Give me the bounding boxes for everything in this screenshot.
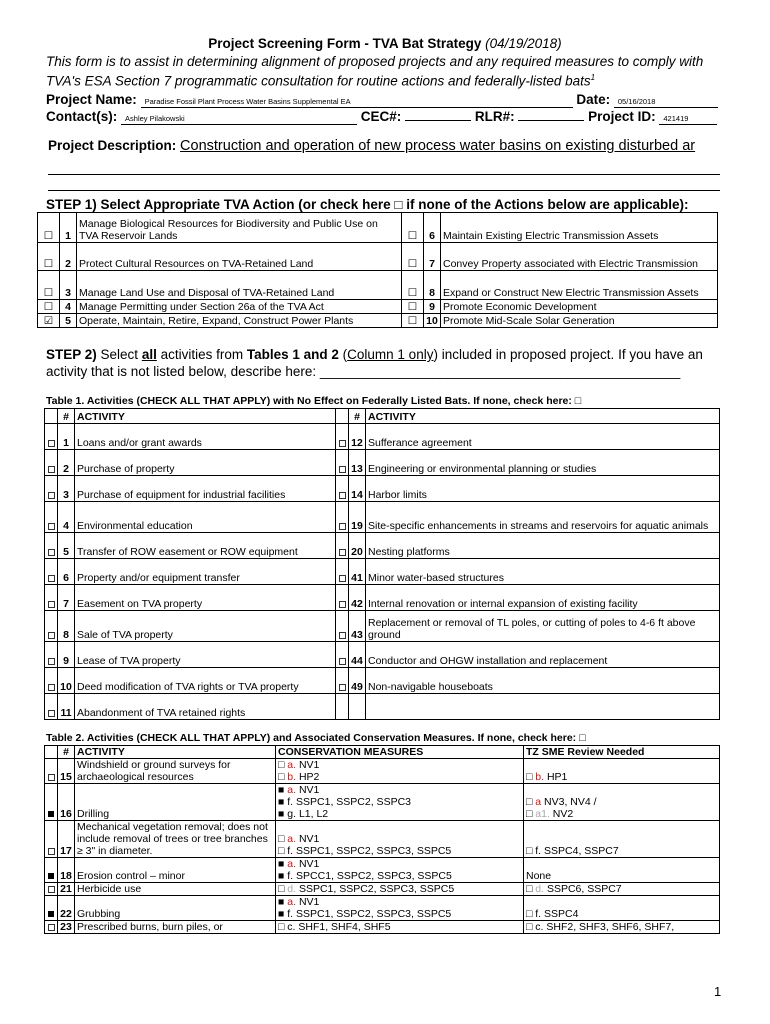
action-row <box>38 271 718 300</box>
action-checkbox[interactable]: ☐ <box>402 314 424 328</box>
empty-cell <box>336 694 349 720</box>
measure-code: c. <box>287 921 296 933</box>
activity-label: Deed modification of TVA rights or TVA property <box>75 668 336 694</box>
table2-col-tz: TZ SME Review Needed <box>524 746 720 759</box>
activity-number: 20 <box>349 533 366 559</box>
activity-label: Lease of TVA property <box>75 642 336 668</box>
activity-label: Environmental education <box>75 502 336 533</box>
measure-code: a <box>535 796 542 808</box>
activity-checkbox[interactable] <box>45 424 58 450</box>
project-name-field[interactable]: Paradise Fossil Plant Process Water Basins Supplemental EA <box>141 96 573 108</box>
activity-number: 23 <box>58 921 75 934</box>
measure-text: NV3, NV4 / <box>541 796 597 808</box>
action-label: Operate, Maintain, Retire, Expand, Construct Power Plants <box>77 314 402 328</box>
activity-label: Minor water-based structures <box>366 559 720 585</box>
measure-text: SSPC1, SSPC2, SSPC3, SSPC5 <box>293 845 452 857</box>
activity-number: 10 <box>58 668 75 694</box>
measure-checkbox[interactable]: □ <box>526 845 533 857</box>
measure-checkbox[interactable]: □ <box>278 759 285 771</box>
measure-text: NV1 <box>296 896 320 908</box>
step2-text: ( <box>338 347 348 362</box>
activity-checkbox[interactable] <box>336 642 349 668</box>
activity-label: Property and/or equipment transfer <box>75 559 336 585</box>
measure-text: SPCC1, SSPC2, SSPC3, SSPC5 <box>293 870 452 882</box>
action-label: Convey Property associated with Electric Transmission <box>441 243 718 271</box>
activity-checkbox[interactable] <box>336 668 349 694</box>
table-row <box>45 476 720 502</box>
measure-checkbox[interactable]: ■ <box>278 908 285 920</box>
table2-caption: Table 2. Activities (CHECK ALL THAT APPLY) and Associated Conservation Measures. If none, check here: □ <box>46 732 586 744</box>
step2-tables: Tables 1 and 2 <box>246 347 339 362</box>
action-label: Promote Mid-Scale Solar Generation <box>441 314 718 328</box>
action-row <box>38 300 718 314</box>
activity-label: Engineering or environmental planning or studies <box>366 450 720 476</box>
table1-col-num: # <box>349 409 366 424</box>
table-row <box>45 611 720 642</box>
conservation-measures-cell <box>276 821 524 858</box>
activity-number: 21 <box>58 883 75 896</box>
table2-body <box>45 759 720 934</box>
action-number: 5 <box>60 314 77 328</box>
measure-checkbox[interactable]: ■ <box>278 858 285 870</box>
table2-col-measures: CONSERVATION MEASURES <box>276 746 524 759</box>
table-row <box>45 883 720 896</box>
measure-code: c. <box>535 921 544 933</box>
table1-header-blank <box>45 409 58 424</box>
table-row <box>45 694 720 720</box>
measure-line[interactable] <box>278 808 521 820</box>
table-row <box>45 450 720 476</box>
activity-number: 3 <box>58 476 75 502</box>
measure-line[interactable] <box>526 808 717 820</box>
action-number: 3 <box>60 271 77 300</box>
action-checkbox[interactable]: ☑ <box>38 314 60 328</box>
step1-heading: STEP 1) Select Appropriate TVA Action (or check here □ if none of the Actions below are applicable): <box>46 197 689 212</box>
measure-checkbox[interactable]: □ <box>526 808 533 820</box>
step2-all: all <box>141 347 157 362</box>
activity-checkbox[interactable] <box>336 585 349 611</box>
measure-checkbox[interactable]: ■ <box>278 896 285 908</box>
activity-number: 1 <box>58 424 75 450</box>
activity-checkbox[interactable] <box>45 858 58 883</box>
measure-code: a. <box>287 833 297 845</box>
conservation-measures-cell <box>276 921 524 934</box>
form-title <box>0 36 770 51</box>
action-number: 8 <box>424 271 441 300</box>
activity-number: 16 <box>58 784 75 821</box>
measure-text: HP1 <box>544 771 568 783</box>
activity-checkbox[interactable] <box>45 759 58 784</box>
form-title-text: Project Screening Form - TVA Bat Strategy <box>208 36 482 51</box>
activity-checkbox[interactable] <box>45 559 58 585</box>
other-activity-field[interactable]: ________________________________________________ <box>319 364 681 379</box>
table1-col-activity: ACTIVITY <box>75 409 336 424</box>
tz-review-cell <box>524 921 720 934</box>
table2 <box>44 745 720 934</box>
measure-checkbox[interactable]: □ <box>526 796 533 808</box>
activity-label: Loans and/or grant awards <box>75 424 336 450</box>
intro-sentence: This form is to assist in determining alignment of proposed projects and any required measures to comply with TVA's ESA Section 7 programmatic consultation for routine actions and federally-listed bats <box>46 54 704 89</box>
project-name-label: Project Name: <box>46 92 137 107</box>
conservation-measures-cell <box>276 858 524 883</box>
contacts-label: Contact(s): <box>46 109 118 124</box>
activity-label: Internal renovation or internal expansion of existing facility <box>366 585 720 611</box>
activity-number: 2 <box>58 450 75 476</box>
action-label: Manage Biological Resources for Biodiversity and Public Use on TVA Reservoir Lands <box>77 213 402 243</box>
measure-line[interactable] <box>526 883 717 895</box>
measure-text: SHF2, SHF3, SHF6, SHF7, <box>543 921 675 933</box>
table-row <box>45 585 720 611</box>
measure-checkbox[interactable]: □ <box>278 771 285 783</box>
activity-checkbox[interactable] <box>45 585 58 611</box>
measure-text: NV2 <box>549 808 574 820</box>
measure-checkbox[interactable]: □ <box>526 883 533 895</box>
form-version-date: (04/19/2018) <box>485 36 562 51</box>
tz-review-cell <box>524 896 720 921</box>
measure-text: SSPC6, SSPC7 <box>544 883 622 895</box>
measure-line[interactable] <box>278 845 521 857</box>
measure-line[interactable] <box>526 771 717 783</box>
activity-number: 5 <box>58 533 75 559</box>
action-label: Maintain Existing Electric Transmission Assets <box>441 213 718 243</box>
measure-line[interactable] <box>278 833 521 845</box>
activity-label: Abandonment of TVA retained rights <box>75 694 336 720</box>
activity-number: 11 <box>58 694 75 720</box>
activity-label: Harbor limits <box>366 476 720 502</box>
table-row <box>45 668 720 694</box>
table-row <box>45 533 720 559</box>
activity-label: Erosion control – minor <box>75 858 276 883</box>
tz-review-cell <box>524 821 720 858</box>
activity-number <box>349 694 366 720</box>
activity-label: Grubbing <box>75 896 276 921</box>
measure-code: f. <box>287 908 294 920</box>
activity-label <box>366 694 720 720</box>
activity-number: 15 <box>58 759 75 784</box>
activity-checkbox[interactable] <box>45 502 58 533</box>
conservation-measures-cell <box>276 759 524 784</box>
activity-label: Purchase of equipment for industrial facilities <box>75 476 336 502</box>
conservation-measures-cell <box>276 896 524 921</box>
description-line-2[interactable] <box>48 174 720 175</box>
activity-number: 44 <box>349 642 366 668</box>
activity-checkbox[interactable] <box>336 559 349 585</box>
measure-line[interactable] <box>526 908 717 920</box>
table-row <box>45 559 720 585</box>
intro-text <box>46 54 736 90</box>
activity-number: 22 <box>58 896 75 921</box>
activity-label: Mechanical vegetation removal; does not include removal of trees or tree branches ≥ 3" in diameter. <box>75 821 276 858</box>
measure-text: SHF1, SHF4, SHF5 <box>295 921 391 933</box>
measure-code: a1. <box>535 808 550 820</box>
table2-col-activity: ACTIVITY <box>75 746 276 759</box>
table1-header <box>45 409 720 424</box>
activity-checkbox[interactable] <box>45 921 58 934</box>
measure-code: b. <box>287 771 297 783</box>
activity-label: Site-specific enhancements in streams and reservoirs for aquatic animals <box>366 502 720 533</box>
table-row <box>45 858 720 883</box>
action-checkbox[interactable]: ☐ <box>38 213 60 243</box>
rlr-label: RLR#: <box>474 109 515 124</box>
measure-checkbox[interactable]: ■ <box>278 796 285 808</box>
measure-checkbox[interactable]: □ <box>526 921 533 933</box>
action-label: Manage Land Use and Disposal of TVA-Retained Land <box>77 271 402 300</box>
activity-number: 12 <box>349 424 366 450</box>
tva-action-table <box>37 212 718 328</box>
table-row <box>45 424 720 450</box>
activity-checkbox[interactable] <box>336 424 349 450</box>
rlr-field[interactable] <box>518 109 584 121</box>
measure-line[interactable] <box>278 883 521 895</box>
measure-line[interactable] <box>278 896 521 908</box>
measure-text: NV1 <box>296 833 320 845</box>
measure-code: f. <box>287 796 294 808</box>
activity-checkbox[interactable] <box>45 611 58 642</box>
action-label: Protect Cultural Resources on TVA-Retained Land <box>77 243 402 271</box>
activity-checkbox[interactable] <box>45 668 58 694</box>
measure-text: SSPC1, SSPC2, SSPC3 <box>293 796 411 808</box>
footnote-mark: 1 <box>590 73 596 82</box>
measure-line[interactable] <box>278 858 521 870</box>
activity-checkbox[interactable] <box>336 533 349 559</box>
measure-text: SSPC1, SSPC2, SSPC3, SSPC5 <box>293 908 452 920</box>
measure-code: d. <box>535 883 545 895</box>
step2-column-1: Column 1 only <box>347 347 434 362</box>
action-label: Manage Permitting under Section 26a of the TVA Act <box>77 300 402 314</box>
measure-text: NV1 <box>296 858 320 870</box>
measure-checkbox[interactable]: □ <box>278 845 285 857</box>
project-id-field[interactable]: 421419 <box>659 113 717 125</box>
measure-code: a. <box>287 784 297 796</box>
activity-checkbox[interactable] <box>45 642 58 668</box>
measure-checkbox[interactable]: ■ <box>278 870 285 882</box>
project-description-label: Project Description: <box>48 138 177 153</box>
date-field[interactable]: 05/16/2018 <box>614 96 718 108</box>
conservation-measures-cell <box>276 883 524 896</box>
action-number: 7 <box>424 243 441 271</box>
conservation-measures-cell <box>276 784 524 821</box>
action-checkbox[interactable]: ☐ <box>38 271 60 300</box>
activity-number: 14 <box>349 476 366 502</box>
action-checkbox[interactable]: ☐ <box>402 271 424 300</box>
activity-checkbox[interactable] <box>45 476 58 502</box>
action-checkbox[interactable]: ☐ <box>402 300 424 314</box>
measure-code: b. <box>535 771 545 783</box>
measure-line[interactable] <box>278 870 521 882</box>
measure-line[interactable] <box>526 845 717 857</box>
measure-code: d. <box>287 883 297 895</box>
measure-checkbox[interactable]: □ <box>526 771 533 783</box>
table1-header-blank <box>336 409 349 424</box>
table-row <box>45 896 720 921</box>
table-row <box>45 821 720 858</box>
action-checkbox[interactable]: ☐ <box>402 243 424 271</box>
table1-col-activity: ACTIVITY <box>366 409 720 424</box>
action-checkbox[interactable]: ☐ <box>38 243 60 271</box>
activity-checkbox[interactable] <box>45 784 58 821</box>
project-id-label: Project ID: <box>588 109 656 124</box>
activity-label: Transfer of ROW easement or ROW equipment <box>75 533 336 559</box>
table1-caption: Table 1. Activities (CHECK ALL THAT APPLY) with No Effect on Federally Listed Bats. If none, check here: □ <box>46 395 582 407</box>
measure-code: f. <box>287 845 294 857</box>
measure-code: f. <box>287 870 294 882</box>
action-row <box>38 314 718 328</box>
tz-review-cell <box>524 759 720 784</box>
activity-number: 41 <box>349 559 366 585</box>
table-row <box>45 784 720 821</box>
activity-label: Herbicide use <box>75 883 276 896</box>
activity-number: 19 <box>349 502 366 533</box>
measure-code: a. <box>287 896 297 908</box>
activity-label: Drilling <box>75 784 276 821</box>
measure-code: f. <box>535 908 542 920</box>
table-row <box>45 642 720 668</box>
measure-checkbox[interactable]: □ <box>278 833 285 845</box>
activity-label: Replacement or removal of TL poles, or cutting of poles to 4-6 ft above ground <box>366 611 720 642</box>
activity-number: 8 <box>58 611 75 642</box>
action-checkbox[interactable]: ☐ <box>38 300 60 314</box>
measure-checkbox[interactable]: □ <box>278 921 285 933</box>
measure-line[interactable] <box>278 771 521 783</box>
activity-number: 43 <box>349 611 366 642</box>
measure-line[interactable] <box>278 784 521 796</box>
activity-number: 9 <box>58 642 75 668</box>
activity-number: 4 <box>58 502 75 533</box>
step2-text: ) included in proposed project. If you have an activity that is not listed below, describe here: <box>46 347 703 379</box>
action-number: 1 <box>60 213 77 243</box>
activity-label: Easement on TVA property <box>75 585 336 611</box>
project-description-field[interactable]: Construction and operation of new process water basins on existing disturbed ar <box>180 138 696 154</box>
contacts-row <box>46 109 717 125</box>
action-label: Promote Economic Development <box>441 300 718 314</box>
measure-text: SSPC1, SSPC2, SSPC3, SSPC5 <box>296 883 455 895</box>
table2-header-blank <box>45 746 58 759</box>
activity-checkbox[interactable] <box>336 476 349 502</box>
measure-line[interactable] <box>278 921 521 933</box>
activity-checkbox[interactable] <box>45 821 58 858</box>
measure-text: None <box>526 870 552 882</box>
activity-checkbox[interactable] <box>45 450 58 476</box>
measure-code: g. <box>287 808 297 820</box>
measure-checkbox[interactable]: □ <box>278 883 285 895</box>
measure-code: f. <box>535 845 542 857</box>
activity-number: 18 <box>58 858 75 883</box>
activity-label: Non-navigable houseboats <box>366 668 720 694</box>
tz-review-cell <box>524 883 720 896</box>
table1-col-num: # <box>58 409 75 424</box>
action-number: 2 <box>60 243 77 271</box>
activity-number: 7 <box>58 585 75 611</box>
table-row <box>45 759 720 784</box>
measure-line[interactable] <box>278 759 521 771</box>
activity-label: Windshield or ground surveys for archaeological resources <box>75 759 276 784</box>
activity-number: 13 <box>349 450 366 476</box>
measure-text: SSPC4 <box>541 908 579 920</box>
step2-label: STEP 2) <box>46 347 97 362</box>
action-row <box>38 213 718 243</box>
activity-number: 17 <box>58 821 75 858</box>
measure-text: HP2 <box>296 771 320 783</box>
activity-checkbox[interactable] <box>336 502 349 533</box>
page-number: 1 <box>714 984 722 999</box>
measure-text: SSPC4, SSPC7 <box>541 845 619 857</box>
activity-label: Prescribed burns, burn piles, or <box>75 921 276 934</box>
activity-checkbox[interactable] <box>45 694 58 720</box>
activity-label: Conductor and OHGW installation and replacement <box>366 642 720 668</box>
measure-line[interactable] <box>526 870 717 882</box>
activity-checkbox[interactable] <box>45 883 58 896</box>
activity-label: Sale of TVA property <box>75 611 336 642</box>
activity-checkbox[interactable] <box>45 533 58 559</box>
action-label: Expand or Construct New Electric Transmission Assets <box>441 271 718 300</box>
table2-header <box>45 746 720 759</box>
action-row <box>38 243 718 271</box>
activity-checkbox[interactable] <box>45 896 58 921</box>
measure-code: a. <box>287 858 297 870</box>
activity-label: Purchase of property <box>75 450 336 476</box>
contacts-field[interactable]: Ashley Pilakowski <box>121 113 357 125</box>
date-label: Date: <box>576 92 611 107</box>
tz-review-cell <box>524 858 720 883</box>
measure-checkbox[interactable]: ■ <box>278 784 285 796</box>
description-line-3[interactable] <box>48 190 720 191</box>
activity-label: Sufferance agreement <box>366 424 720 450</box>
project-name-row <box>46 92 718 108</box>
cec-field[interactable] <box>405 109 471 121</box>
measure-line[interactable] <box>526 796 717 808</box>
action-number: 6 <box>424 213 441 243</box>
measure-line[interactable] <box>526 921 717 933</box>
measure-text: NV1 <box>296 784 320 796</box>
activity-number: 49 <box>349 668 366 694</box>
measure-line[interactable] <box>278 796 521 808</box>
activity-label: Nesting platforms <box>366 533 720 559</box>
measure-checkbox[interactable]: ■ <box>278 808 285 820</box>
step2-instructions <box>46 346 736 380</box>
measure-text: L1, L2 <box>296 808 329 820</box>
step2-text: activities from <box>156 347 247 362</box>
measure-line[interactable] <box>278 908 521 920</box>
tz-review-cell <box>524 784 720 821</box>
measure-code: a. <box>287 759 297 771</box>
project-description-row <box>48 138 720 154</box>
action-number: 9 <box>424 300 441 314</box>
activity-number: 42 <box>349 585 366 611</box>
table1 <box>44 408 720 720</box>
activity-checkbox[interactable] <box>336 611 349 642</box>
measure-text: NV1 <box>296 759 320 771</box>
table-row <box>45 921 720 934</box>
step2-text: Select <box>96 347 142 362</box>
action-number: 4 <box>60 300 77 314</box>
action-checkbox[interactable]: ☐ <box>402 213 424 243</box>
table-row <box>45 502 720 533</box>
action-number: 10 <box>424 314 441 328</box>
cec-label: CEC#: <box>360 109 402 124</box>
table2-col-num: # <box>58 746 75 759</box>
activity-number: 6 <box>58 559 75 585</box>
activity-checkbox[interactable] <box>336 450 349 476</box>
measure-checkbox[interactable]: □ <box>526 908 533 920</box>
